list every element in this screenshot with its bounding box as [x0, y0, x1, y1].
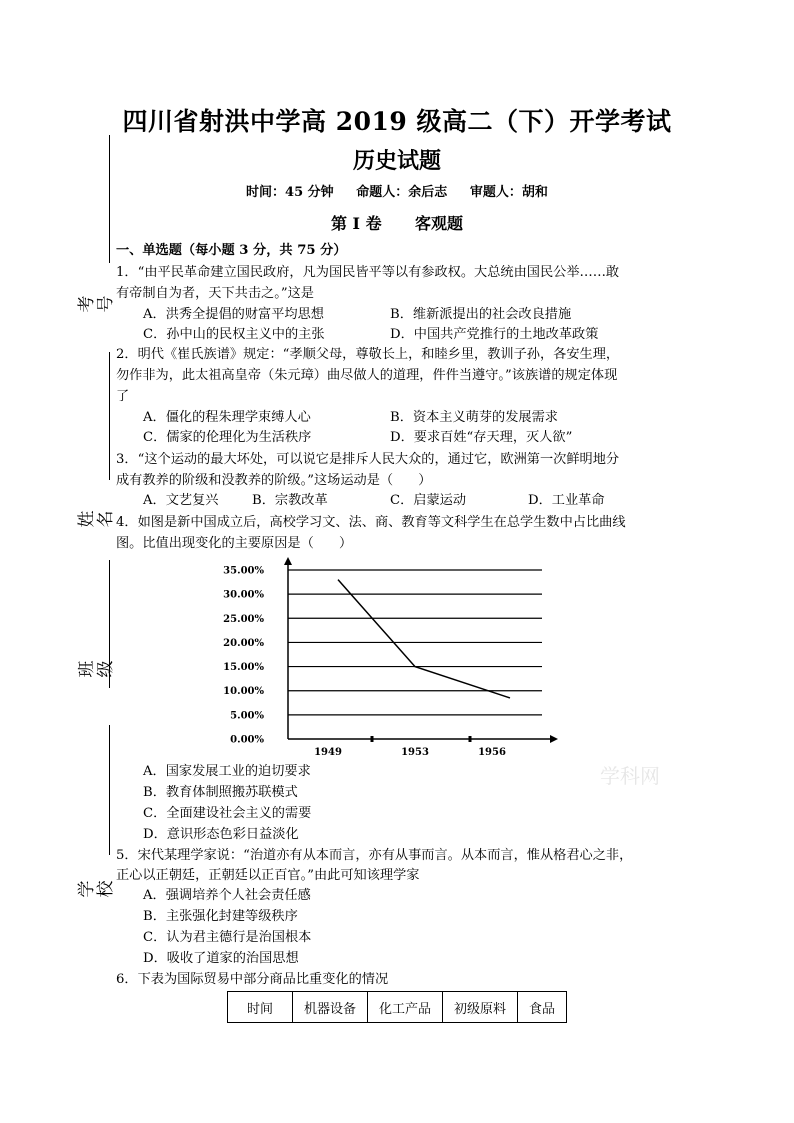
part-heading: 一、单选题（每小题 3 分，共 75 分）	[116, 243, 347, 258]
exam-subtitle: 历史试题	[352, 148, 441, 174]
q5-option-b: B．主张强化封建等级秩序	[143, 909, 298, 924]
name-label: 姓名	[77, 510, 116, 528]
q3-option-c: C．启蒙运动	[390, 493, 467, 508]
q1-option-c: C．孙中山的民权主义中的主张	[143, 327, 325, 342]
q2-option-b: B．资本主义萌芽的发展需求	[390, 410, 558, 425]
y-tick-label: 30.00%	[223, 589, 264, 601]
school-label: 学校	[77, 880, 116, 898]
q2-stem-line2: 勿作非为，此太祖高皇帝（朱元璋）曲尽做人的道理，件件当遵守。”该族谱的规定体现	[116, 368, 618, 383]
y-tick-label: 20.00%	[223, 637, 264, 649]
q3-option-d: D．工业革命	[528, 493, 605, 508]
q4-stem-line1: 4．如图是新中国成立后，高校学习文、法、商、教育等文科学生在总学生数中占比曲线	[116, 515, 626, 530]
x-tick-label: 1949	[314, 747, 342, 758]
section-heading: 第 I 卷 客观题	[330, 214, 464, 233]
x-tick-label: 1953	[401, 747, 429, 758]
q2-option-a: A．僵化的程朱理学束缚人心	[143, 410, 311, 425]
trade-table	[227, 991, 567, 1023]
series-line	[338, 580, 510, 698]
arts-student-ratio-chart	[220, 555, 570, 765]
q2-stem-line3: 了	[116, 389, 130, 404]
q4-option-c: C．全面建设社会主义的需要	[143, 806, 312, 821]
q3-stem-line2: 成有教养的阶级和没教养的阶级。”这场运动是（ ）	[116, 473, 432, 488]
q5-option-c: C．认为君主德行是治国根本	[143, 930, 312, 945]
q3-option-b: B．宗教改革	[252, 493, 328, 508]
y-tick-label: 25.00%	[223, 613, 264, 625]
q5-option-a: A．强调培养个人社会责任感	[143, 888, 311, 903]
q2-option-d: D．要求百姓“存天理，灭人欲”	[390, 430, 573, 445]
q5-stem-line2: 正心以正朝廷，正朝廷以正百官。”由此可知该理学家	[116, 868, 420, 883]
class-label: 班级	[77, 660, 116, 678]
q6-stem-line1: 6．下表为国际贸易中部分商品比重变化的情况	[116, 972, 389, 987]
table-header-cell: 食品	[518, 992, 567, 1023]
y-axis-arrow	[284, 557, 292, 565]
x-axis-arrow	[550, 735, 558, 743]
y-tick-label: 5.00%	[230, 710, 264, 722]
binding-line-2	[109, 352, 110, 480]
x-tick-label: 1956	[478, 747, 506, 758]
q2-stem-line1: 2．明代《崔氏族谱》规定：“孝顺父母，尊敬长上，和睦乡里，教训子孙，各安生理，	[116, 347, 620, 362]
x-tick-mark	[469, 736, 472, 742]
q1-option-b: B．维新派提出的社会改良措施	[390, 307, 572, 322]
q2-option-c: C．儒家的伦理化为生活秩序	[143, 430, 312, 445]
table-header-row	[228, 992, 567, 1023]
binding-line-4	[109, 725, 110, 855]
exam-number-label: 考号	[77, 295, 116, 313]
x-tick-mark	[371, 736, 374, 742]
q3-stem-line1: 3．“这个运动的最大坏处，可以说它是排斥人民大众的，通过它，欧洲第一次鲜明地分	[116, 452, 620, 467]
q4-option-b: B．教育体制照搬苏联模式	[143, 785, 298, 800]
q1-stem-line1: 1．“由平民革命建立国民政府，凡为国民皆平等以有参政权。大总统由国民公举……敢	[116, 265, 620, 280]
y-tick-label: 15.00%	[223, 662, 264, 674]
table-header-cell: 化工产品	[368, 992, 443, 1023]
exam-meta: 时间：45 分钟 命题人：余后志 审题人：胡和	[246, 185, 548, 200]
q3-option-a: A．文艺复兴	[143, 493, 219, 508]
table-header-cell: 机器设备	[293, 992, 368, 1023]
exam-title: 四川省射洪中学高 2019 级高二（下）开学考试	[122, 107, 672, 136]
watermark: 学科网	[600, 764, 660, 788]
table-header-cell: 时间	[228, 992, 293, 1023]
q4-option-a: A．国家发展工业的迫切要求	[143, 764, 311, 779]
q1-option-a: A．洪秀全提倡的财富平均思想	[143, 307, 324, 322]
q1-stem-line2: 有帝制自为者，天下共击之。”这是	[116, 286, 314, 301]
y-tick-label: 10.00%	[223, 686, 264, 698]
q5-stem-line1: 5．宋代某理学家说：“治道亦有从本而言，亦有从事而言。从本而言，惟从格君心之非，	[116, 848, 633, 863]
q5-option-d: D．吸收了道家的治国思想	[143, 951, 299, 966]
q4-option-d: D．意识形态色彩日益淡化	[143, 827, 299, 842]
y-tick-label: 0.00%	[230, 734, 264, 746]
q4-stem-line2: 图。比值出现变化的主要原因是（ ）	[116, 536, 353, 551]
y-tick-label: 35.00%	[223, 565, 264, 577]
q1-option-d: D．中国共产党推行的土地改革政策	[390, 327, 599, 342]
table-header-cell: 初级原料	[443, 992, 518, 1023]
